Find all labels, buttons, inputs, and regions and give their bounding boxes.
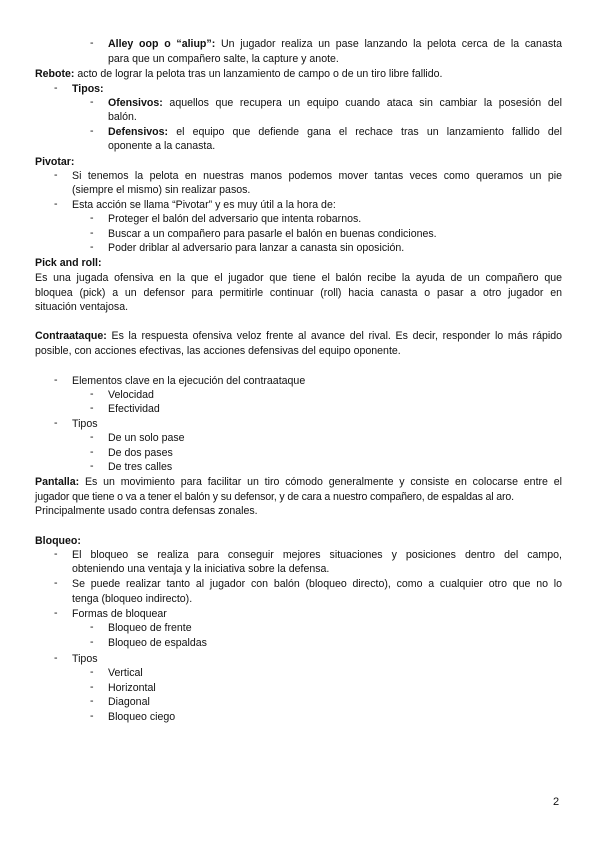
bloqueo-tipo-item: Bloqueo ciego bbox=[108, 711, 176, 723]
ofensivos-text: aquellos que recupera un equipo cuando ataca sin cambiar la posesión del bbox=[169, 97, 562, 109]
bloqueo-tipos-label: Tipos bbox=[72, 653, 98, 665]
bloqueo-para-2-line-1: Se puede realizar tanto al jugador con balón (bloqueo directo), como a cualquier otro que no lo bbox=[72, 578, 562, 590]
contraataque-tipo-item: De dos pases bbox=[108, 447, 173, 459]
bloqueo-para-1-line-1: El bloqueo se realiza para conseguir mejores situaciones y posiciones dentro del campo, bbox=[72, 549, 562, 561]
bullet-dash: - bbox=[90, 695, 94, 707]
pick-and-roll-line-1: Es una jugada ofensiva en la que el jugador que tiene el balón recibe la ayuda de un compañero que bbox=[35, 272, 562, 284]
bullet-dash: - bbox=[90, 621, 94, 633]
alley-oop-term: Alley oop o “aliup”: bbox=[108, 38, 216, 50]
bullet-dash: - bbox=[54, 169, 58, 181]
bullet-dash: - bbox=[90, 446, 94, 458]
alley-oop-line-1 bbox=[108, 37, 562, 52]
bullet-dash: - bbox=[54, 652, 58, 664]
bloqueo-para-2-line-2: tenga (bloqueo indirecto). bbox=[72, 593, 193, 605]
bloqueo-forma-item: Bloqueo de frente bbox=[108, 622, 192, 634]
contraataque-tipo-item: De un solo pase bbox=[108, 432, 185, 444]
bloqueo-tipo-item: Horizontal bbox=[108, 682, 156, 694]
pantalla-line-3: Principalmente usado contra defensas zonales. bbox=[35, 505, 258, 517]
bloqueo-heading: Bloqueo: bbox=[35, 535, 81, 547]
rebote-line bbox=[35, 67, 562, 82]
bullet-dash: - bbox=[90, 227, 94, 239]
bullet-dash: - bbox=[54, 374, 58, 386]
ofensivos-line-1 bbox=[108, 96, 562, 111]
contraataque-tipo-item: De tres calles bbox=[108, 461, 173, 473]
alley-oop-line-2: para que un compañero salte, la capture y anote. bbox=[108, 53, 339, 65]
contraataque-heading: Contraataque: bbox=[35, 330, 107, 342]
bullet-dash: - bbox=[90, 431, 94, 443]
bloqueo-tipo-item: Vertical bbox=[108, 667, 143, 679]
contraataque-elemento-item: Efectividad bbox=[108, 403, 160, 415]
defensivos-line-1 bbox=[108, 125, 562, 140]
contraataque-elemento-item: Velocidad bbox=[108, 389, 154, 401]
bullet-dash: - bbox=[54, 548, 58, 560]
bloqueo-para-1-line-2: obteniendo una ventaja y la iniciativa sobre la defensa. bbox=[72, 563, 330, 575]
pick-and-roll-heading: Pick and roll: bbox=[35, 257, 102, 269]
pantalla-line-2: jugador que tiene o va a tener el balón y su defensor, y de cara a nuestro compañero, de espaldas al aro. bbox=[35, 491, 514, 503]
defensivos-text: el equipo que defiende gana el rechace tras un lanzamiento fallido del bbox=[176, 126, 562, 138]
bullet-dash: - bbox=[54, 198, 58, 210]
ofensivos-line-2: balón. bbox=[108, 111, 137, 123]
bullet-dash: - bbox=[90, 125, 94, 137]
bullet-dash: - bbox=[54, 577, 58, 589]
pick-and-roll-line-2: bloquea (pick) a un defensor para permitirle continuar (roll) hacia canasta o pasar a otro jugador en bbox=[35, 287, 562, 299]
pivotar-use-item: Poder driblar al adversario para lanzar a canasta sin oposición. bbox=[108, 242, 405, 254]
bullet-dash: - bbox=[90, 710, 94, 722]
bloqueo-forma-item: Bloqueo de espaldas bbox=[108, 637, 207, 649]
bullet-dash: - bbox=[90, 666, 94, 678]
bloqueo-tipo-item: Diagonal bbox=[108, 696, 150, 708]
pivotar-para-1-line-1: Si tenemos la pelota en nuestras manos podemos mover tantas veces como queramos un pie bbox=[72, 170, 562, 182]
pivotar-para-1-line-2: (siempre el mismo) sin realizar pasos. bbox=[72, 184, 251, 196]
bullet-dash: - bbox=[90, 96, 94, 108]
page-number: 2 bbox=[553, 796, 560, 808]
pivotar-para-2: Esta acción se llama “Pivotar” y es muy útil a la hora de: bbox=[72, 199, 336, 211]
alley-oop-text-1: Un jugador realiza un pase lanzando la pelota cerca de la canasta bbox=[220, 38, 562, 50]
bullet-dash: - bbox=[90, 37, 94, 49]
bullet-dash: - bbox=[90, 212, 94, 224]
bullet-dash: - bbox=[90, 681, 94, 693]
rebote-text: acto de lograr la pelota tras un lanzamiento de campo o de un tiro libre fallido. bbox=[77, 68, 443, 80]
contraataque-line-2: posible, con acciones efectivas, las acciones defensivas del equipo oponente. bbox=[35, 345, 401, 357]
bullet-dash: - bbox=[54, 607, 58, 619]
pantalla-text: Es un movimiento para facilitar un tiro cómodo generalmente y consiste en colocarse entre el bbox=[84, 476, 562, 488]
bullet-dash: - bbox=[90, 460, 94, 472]
contraataque-line-1 bbox=[35, 329, 562, 344]
rebote-heading: Rebote: bbox=[35, 68, 75, 80]
defensivos-line-2: oponente a la canasta. bbox=[108, 140, 216, 152]
bullet-dash: - bbox=[90, 636, 94, 648]
rebote-tipos-label: Tipos: bbox=[72, 83, 104, 95]
ofensivos-term: Ofensivos: bbox=[108, 97, 163, 109]
pivotar-use-item: Buscar a un compañero para pasarle el balón en buenas condiciones. bbox=[108, 228, 437, 240]
bullet-dash: - bbox=[90, 402, 94, 414]
contraataque-tipos-label: Tipos bbox=[72, 418, 98, 430]
pivotar-heading: Pivotar: bbox=[35, 156, 75, 168]
pantalla-line-1 bbox=[35, 475, 562, 490]
contraataque-elementos-label: Elementos clave en la ejecución del contraataque bbox=[72, 375, 306, 387]
bullet-dash: - bbox=[54, 82, 58, 94]
bullet-dash: - bbox=[90, 388, 94, 400]
pick-and-roll-line-3: situación ventajosa. bbox=[35, 301, 129, 313]
bullet-dash: - bbox=[90, 241, 94, 253]
bullet-dash: - bbox=[54, 417, 58, 429]
contraataque-text: Es la respuesta ofensiva veloz frente al avance del rival. Es decir, responder lo más rápido bbox=[111, 330, 563, 342]
bloqueo-formas-label: Formas de bloquear bbox=[72, 608, 167, 620]
pivotar-use-item: Proteger el balón del adversario que intenta robarnos. bbox=[108, 213, 362, 225]
pantalla-heading: Pantalla: bbox=[35, 476, 80, 488]
defensivos-term: Defensivos: bbox=[108, 126, 169, 138]
